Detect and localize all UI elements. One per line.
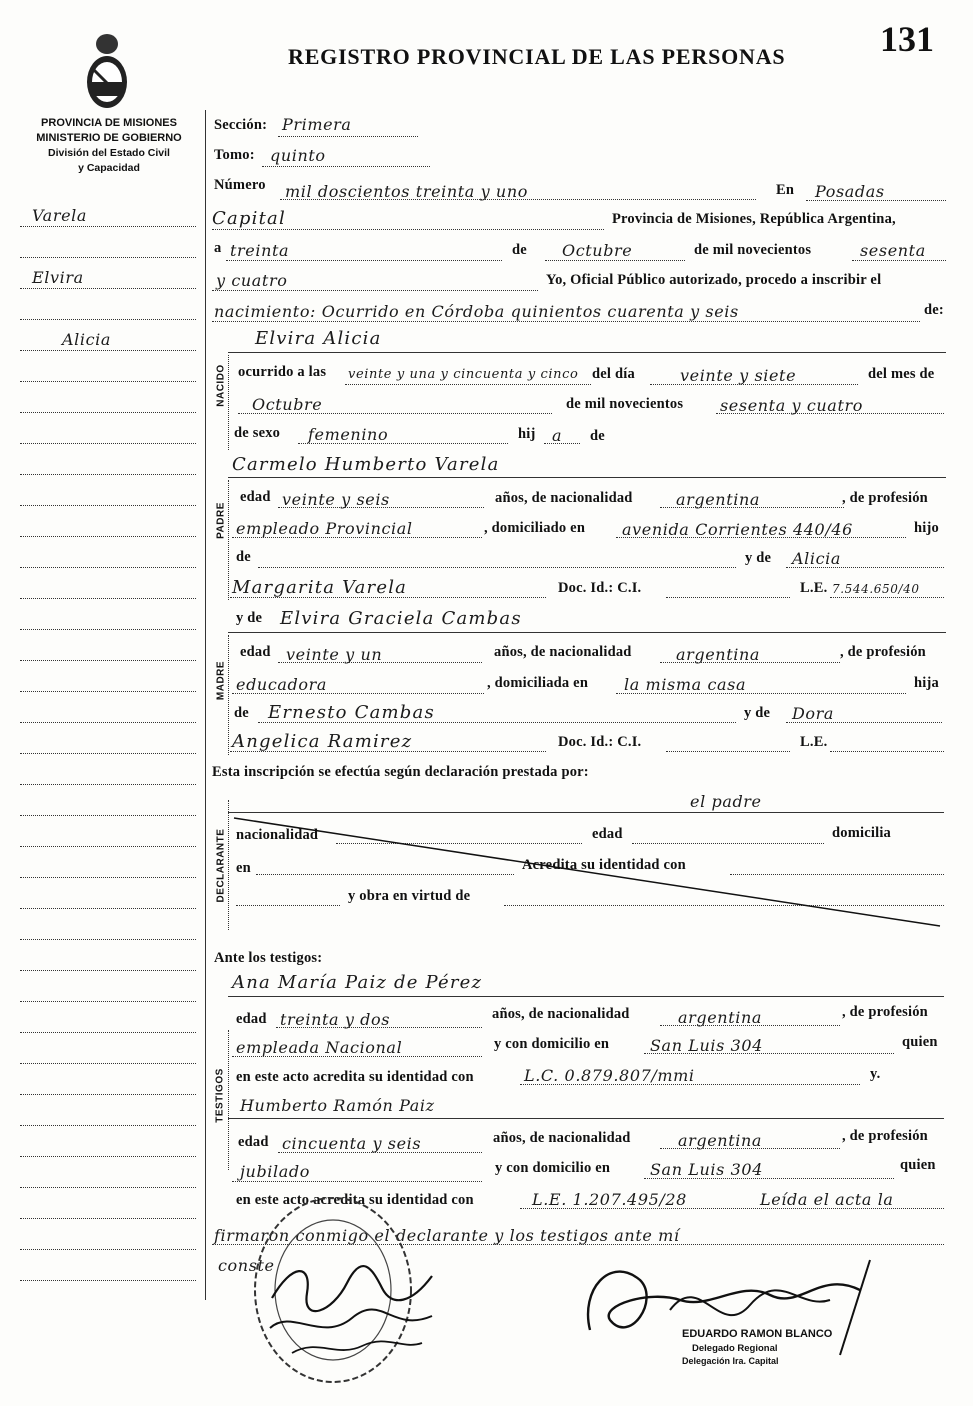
section-label-declarante: DECLARANTE — [215, 828, 227, 903]
margin-ruled-line — [20, 381, 196, 382]
numero-label: Número — [214, 177, 266, 193]
testigo2-edad: cincuenta y seis — [282, 1134, 422, 1153]
en-label: En — [776, 182, 795, 198]
oficial-text: Yo, Oficial Público autorizado, procedo a inscribir el — [546, 272, 882, 288]
en-value: Posadas — [815, 182, 885, 201]
nacido-divider — [228, 355, 229, 450]
numero-value: mil doscientos treinta y uno — [285, 182, 528, 201]
padre-madre-de-continued: Margarita Varela — [232, 577, 408, 598]
margin-ruled-line — [20, 1032, 196, 1033]
margin-ruled-line — [20, 567, 196, 568]
hij-label: hij — [518, 426, 536, 442]
en-value-continued: Capital — [212, 208, 286, 229]
fecha-mes: Octubre — [562, 241, 633, 260]
margin-ruled-line — [20, 350, 196, 351]
padre-edad: veinte y seis — [282, 490, 390, 509]
testigos-intro: Ante los testigos: — [214, 950, 323, 966]
margin-first-name: Elvira — [32, 268, 84, 287]
padre-domicilio: avenida Corrientes 440/46 — [622, 520, 853, 539]
provincia-text: Provincia de Misiones, República Argentina, — [612, 211, 896, 227]
testigo1-acredita-label: en este acto acredita su identidad con — [236, 1069, 474, 1085]
margin-ruled-line — [20, 815, 196, 816]
testigo2-prof-label: , de profesión — [842, 1128, 928, 1144]
margin-ruled-line — [20, 1187, 196, 1188]
document-title: REGISTRO PROVINCIAL DE LAS PERSONAS — [288, 44, 786, 69]
padre-nombre: Carmelo Humberto Varela — [232, 454, 500, 475]
del-dia-label: del día — [592, 366, 635, 382]
testigo1-nac-label: años, de nacionalidad — [492, 1006, 630, 1022]
testigo2-edad-label: edad — [238, 1134, 269, 1150]
margin-ruled-line — [20, 1094, 196, 1095]
nacido-hij: a — [552, 426, 563, 445]
testigos-divider — [228, 1030, 229, 1170]
margin-ruled-line — [20, 629, 196, 630]
oficial-sede: Delegación Ira. Capital — [682, 1356, 779, 1366]
margin-ruled-line — [20, 846, 196, 847]
margin-ruled-line — [20, 1156, 196, 1157]
madre-edad: veinte y un — [286, 645, 383, 664]
ocurrido-label: ocurrido a las — [238, 364, 327, 380]
padre-divider — [228, 480, 229, 600]
declarante-intro: Esta inscripción se efectúa según declaración prestada por: — [212, 764, 589, 780]
madre-nacionalidad: argentina — [676, 645, 760, 664]
section-label-madre: MADRE — [215, 660, 227, 701]
margin-ruled-line — [20, 877, 196, 878]
margin-ruled-line — [20, 226, 196, 227]
madre-doc-label: Doc. Id.: C.I. — [558, 734, 642, 750]
padre-le-label: L.E. — [800, 580, 828, 596]
nacido-hora: veinte y una y cincuenta y cinco — [348, 367, 579, 382]
declarante-en-label: en — [236, 860, 251, 876]
ministry-line-ministry: MINISTERIO DE GOBIERNO — [36, 132, 182, 144]
declarante-valor: el padre — [690, 792, 762, 811]
section-label-padre: PADRE — [215, 502, 227, 539]
padre-nac-label: años, de nacionalidad — [495, 490, 633, 506]
padre-edad-label: edad — [240, 489, 271, 505]
del-mes-label: del mes de — [868, 366, 935, 382]
oficial-cargo: Delegado Regional — [692, 1343, 778, 1354]
margin-ruled-line — [20, 319, 196, 320]
testigo1-nacionalidad: argentina — [678, 1008, 762, 1027]
cierre-linea-3: conste — [218, 1256, 275, 1275]
de-colon-label: de: — [924, 302, 944, 318]
madre-profesion: educadora — [236, 675, 327, 694]
declarante-obra-label: y obra en virtud de — [348, 888, 471, 904]
ministry-line-capacity: y Capacidad — [78, 162, 140, 174]
sexo-label: de sexo — [234, 425, 281, 441]
testigo2-documento: L.E. 1.207.495/28 — [532, 1190, 687, 1209]
testigo2-quien-label: quien — [900, 1157, 936, 1173]
madre-de-label: de — [234, 705, 249, 721]
nacido-anio-label: de mil novecientos — [566, 396, 684, 412]
inscripcion-text: nacimiento: Ocurrido en Córdoba quinientos cuarenta y seis — [214, 302, 739, 321]
declarante-cancel-stroke — [228, 812, 948, 932]
madre-y-de-label: y de — [236, 610, 263, 626]
nacido-dia: veinte y siete — [680, 366, 797, 385]
testigo2-profesion: jubilado — [240, 1162, 310, 1181]
folio-number: 131 — [880, 19, 934, 59]
margin-ruled-line — [20, 691, 196, 692]
declarante-nac-label: nacionalidad — [236, 827, 319, 843]
declarante-dom-label: domicilia — [832, 825, 891, 841]
madre-le-label: L.E. — [800, 734, 828, 750]
margin-ruled-line — [20, 660, 196, 661]
madre-prof-label: , de profesión — [840, 644, 926, 660]
fecha-de-label: de — [512, 242, 527, 258]
testigo1-domicilio: San Luis 304 — [650, 1036, 763, 1055]
margin-ruled-line — [20, 598, 196, 599]
ministry-block — [22, 116, 196, 176]
nacido-nombre: Elvira Alicia — [255, 328, 382, 349]
padre-y-de-label: y de — [745, 550, 772, 566]
margin-ruled-line — [20, 536, 196, 537]
margin-second-name: Alicia — [62, 330, 112, 349]
testigo1-edad: treinta y dos — [280, 1010, 391, 1029]
section-label-testigos: TESTIGOS — [214, 1068, 226, 1123]
padre-profesion: empleado Provincial — [236, 519, 413, 538]
testigo1-quien-label: quien — [902, 1034, 938, 1050]
margin-ruled-line — [20, 939, 196, 940]
padre-le: 7.544.650/40 — [832, 582, 920, 596]
coat-of-arms-icon — [82, 30, 132, 112]
madre-madre-de-continued: Angelica Ramirez — [232, 731, 413, 752]
testigo1-dom-label: y con domicilio en — [494, 1036, 610, 1052]
fecha-dia: treinta — [230, 241, 290, 260]
ministry-line-province: PROVINCIA DE MISIONES — [41, 117, 177, 129]
padre-de-label: de — [236, 549, 251, 565]
madre-divider — [228, 635, 229, 755]
margin-ruled-line — [20, 908, 196, 909]
testigo2-nac-label: años, de nacionalidad — [493, 1130, 631, 1146]
margin-ruled-line — [20, 288, 196, 289]
madre-hija-label: hija — [914, 675, 939, 691]
margin-divider — [205, 110, 206, 1300]
margin-ruled-line — [20, 1063, 196, 1064]
testigo1-edad-label: edad — [236, 1011, 267, 1027]
declarante-edad-label: edad — [592, 826, 623, 842]
cierre-linea-2: firmaron conmigo el declarante y los testigos ante mí — [214, 1226, 680, 1245]
padre-hijo-label: hijo — [914, 520, 939, 536]
margin-ruled-line — [20, 1218, 196, 1219]
madre-nombre: Elvira Graciela Cambas — [280, 608, 522, 629]
madre-edad-label: edad — [240, 644, 271, 660]
padre-dom-label: , domiciliado en — [484, 520, 586, 536]
margin-ruled-line — [20, 784, 196, 785]
oficial-nombre: EDUARDO RAMON BLANCO — [682, 1328, 833, 1340]
margin-ruled-line — [20, 1280, 196, 1281]
padre-madre-de: Alicia — [792, 549, 842, 568]
margin-surname: Varela — [32, 206, 87, 225]
madre-y-de-label-2: y de — [744, 705, 771, 721]
madre-padre-de: Ernesto Cambas — [268, 702, 435, 723]
hij-de-label: de — [590, 428, 605, 444]
madre-madre-de: Dora — [792, 704, 835, 723]
section-label-nacido: NACIDO — [215, 364, 227, 407]
seccion-label: Sección: — [214, 117, 268, 133]
margin-ruled-line — [20, 443, 196, 444]
madre-dom-label: , domiciliada en — [487, 675, 589, 691]
margin-ruled-line — [20, 1001, 196, 1002]
margin-ruled-line — [20, 505, 196, 506]
padre-nacionalidad: argentina — [676, 490, 760, 509]
testigo2-acredita-label: en este acto acredita su identidad con — [236, 1192, 474, 1208]
madre-domicilio: la misma casa — [624, 675, 747, 694]
declarante-signature — [262, 1258, 442, 1368]
fecha-anio-text: de mil novecientos — [694, 242, 812, 258]
testigo1-prof-label: , de profesión — [842, 1004, 928, 1020]
margin-ruled-line — [20, 412, 196, 413]
ministry-line-division: División del Estado Civil — [48, 147, 170, 159]
padre-prof-label: , de profesión — [842, 490, 928, 506]
margin-ruled-line — [20, 722, 196, 723]
testigo2-dom-label: y con domicilio en — [495, 1160, 611, 1176]
testigo1-nombre: Ana María Paiz de Pérez — [232, 972, 483, 993]
fecha-anio: sesenta — [860, 241, 926, 260]
cierre-linea-1: Leída el acta la — [760, 1190, 894, 1209]
margin-ruled-line — [20, 753, 196, 754]
declarante-acredita-label: Acredita su identidad con — [522, 857, 686, 873]
seccion-value: Primera — [282, 115, 352, 134]
margin-ruled-line — [20, 1125, 196, 1126]
testigo2-domicilio: San Luis 304 — [650, 1160, 763, 1179]
nacido-mes: Octubre — [252, 395, 323, 414]
testigo2-nacionalidad: argentina — [678, 1131, 762, 1150]
nacido-anio: sesenta y cuatro — [720, 396, 863, 415]
testigo2-nombre: Humberto Ramón Paiz — [240, 1096, 435, 1115]
margin-ruled-line — [20, 474, 196, 475]
margin-ruled-line — [20, 257, 196, 258]
fecha-anio-continued: y cuatro — [216, 271, 288, 290]
margin-ruled-line — [20, 970, 196, 971]
testigo1-y-label: y. — [870, 1066, 881, 1082]
madre-nac-label: años, de nacionalidad — [494, 644, 632, 660]
testigo1-documento: L.C. 0.879.807/mmi — [524, 1066, 695, 1085]
margin-ruled-line — [20, 1249, 196, 1250]
a-label: a — [214, 240, 222, 256]
tomo-value: quinto — [270, 146, 326, 165]
tomo-label: Tomo: — [214, 147, 255, 163]
nacido-sexo: femenino — [308, 425, 389, 444]
testigo1-profesion: empleada Nacional — [236, 1038, 403, 1057]
padre-doc-label: Doc. Id.: C.I. — [558, 580, 642, 596]
